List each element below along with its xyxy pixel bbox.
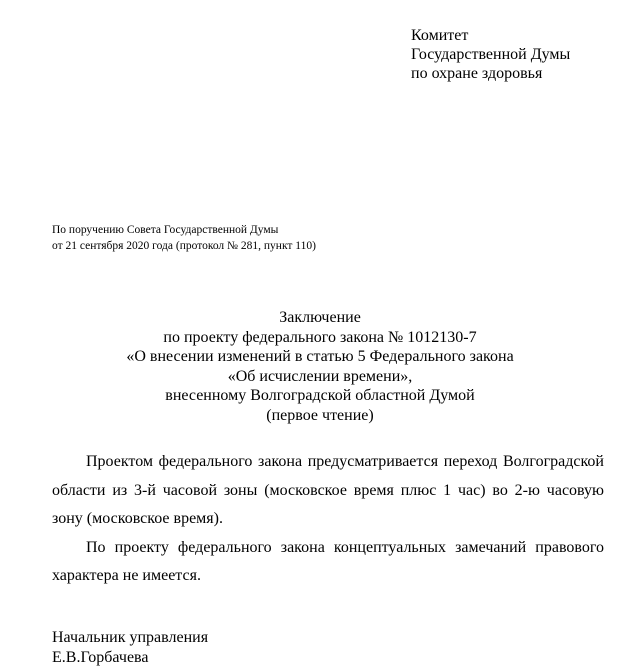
instruction-line: По поручению Совета Государственной Думы xyxy=(52,224,279,236)
document-body xyxy=(52,448,604,591)
signature-position: Начальник управления xyxy=(52,629,209,646)
instruction-line: от 21 сентября 2020 года (протокол № 281, пункт 110) xyxy=(52,240,316,252)
title-line: (первое чтение) xyxy=(266,406,374,424)
signature-name: Е.В.Горбачева xyxy=(52,649,149,666)
instruction-note xyxy=(52,222,316,254)
title-line: внесенному Волгоградской областной Думой xyxy=(165,387,475,405)
addressee-line: Государственной Думы xyxy=(411,46,571,63)
document-title xyxy=(40,308,600,426)
addressee-block xyxy=(411,26,570,83)
title-line: «О внесении изменений в статью 5 Федерального закона xyxy=(126,348,514,366)
addressee-line: по охране здоровья xyxy=(411,65,543,82)
title-line: «Об исчислении времени», xyxy=(227,367,413,385)
title-line: по проекту федерального закона № 1012130-7 xyxy=(163,328,477,346)
addressee-line: Комитет xyxy=(411,27,469,44)
title-heading: Заключение xyxy=(279,309,361,326)
signature-block xyxy=(52,628,208,668)
body-paragraph: По проекту федерального закона концептуальных замечаний правового характера не имеется. xyxy=(52,538,604,584)
body-paragraph: Проектом федерального закона предусматривается переход Волгоградской области из 3-й часовой зоны (московское время плюс 1 час) во 2-ю часовую зону (московское время). xyxy=(52,453,604,527)
